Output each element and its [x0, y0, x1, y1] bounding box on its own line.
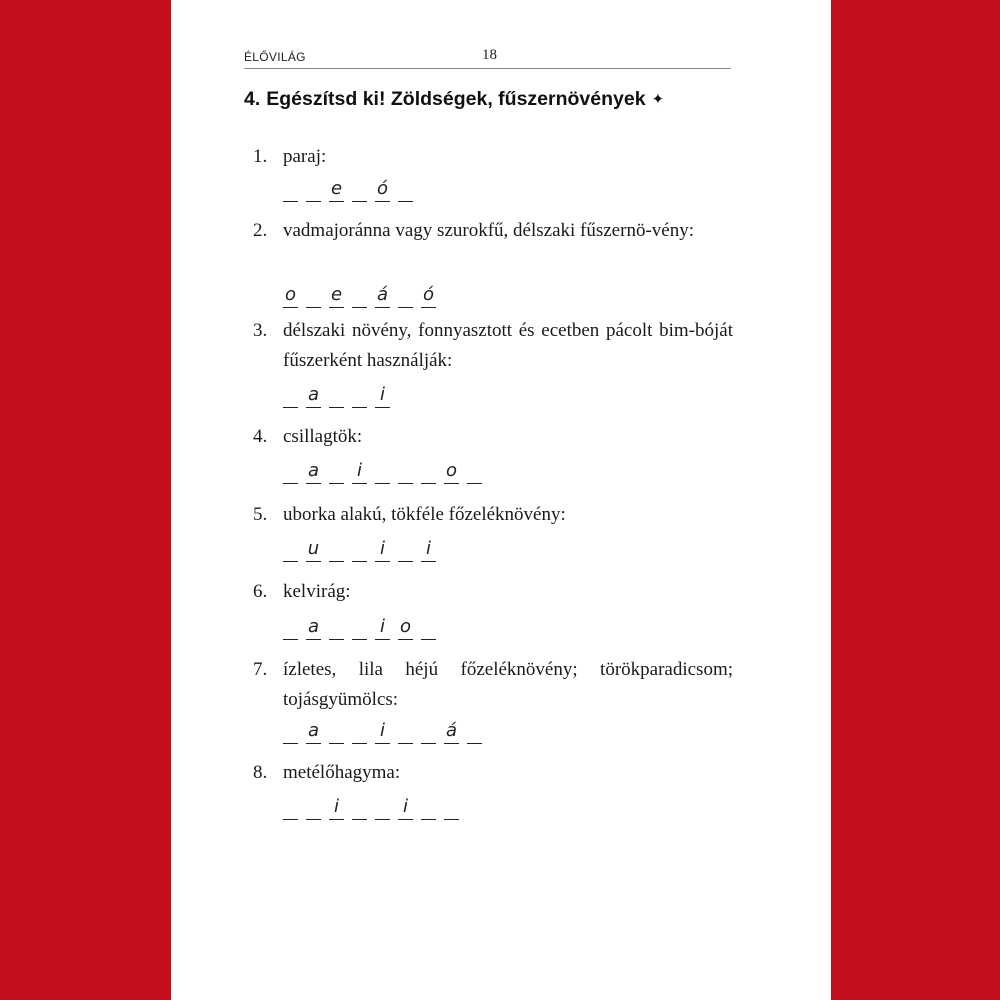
given-letter: a	[306, 721, 321, 744]
blank-slot	[467, 721, 482, 744]
blank-slot	[283, 617, 298, 640]
item-number: 8.	[253, 762, 268, 783]
answer-slots	[283, 178, 421, 202]
answer-slots	[283, 460, 490, 484]
given-letter: o	[283, 285, 298, 308]
answer-slots	[283, 284, 444, 308]
blank-slot	[398, 179, 413, 202]
blank-slot	[329, 385, 344, 408]
item-number: 6.	[253, 581, 268, 602]
item-clue: uborka alakú, tökféle főzeléknövény:	[283, 504, 566, 525]
blank-slot	[352, 617, 367, 640]
blank-slot	[398, 285, 413, 308]
given-letter: i	[375, 385, 390, 408]
given-letter: o	[444, 461, 459, 484]
answer-slots	[283, 616, 444, 640]
blank-slot	[398, 461, 413, 484]
blank-slot	[329, 461, 344, 484]
blank-slot	[421, 721, 436, 744]
item-clue: délszaki növény, fonnyasztott és ecetben pácolt bim-bóját fűszerként használják:	[283, 320, 733, 371]
given-letter: i	[375, 539, 390, 562]
blank-slot	[329, 617, 344, 640]
answer-slots	[283, 384, 398, 408]
blank-slot	[352, 797, 367, 820]
blank-slot	[375, 461, 390, 484]
section-title: ÉLŐVILÁG	[244, 50, 306, 64]
given-letter: á	[444, 721, 459, 744]
blank-slot	[352, 721, 367, 744]
blank-slot	[421, 617, 436, 640]
given-letter: á	[375, 285, 390, 308]
blank-slot	[283, 721, 298, 744]
given-letter: a	[306, 617, 321, 640]
item-number: 1.	[253, 146, 268, 167]
item-clue: paraj:	[283, 146, 327, 167]
given-letter: a	[306, 461, 321, 484]
given-letter: i	[375, 617, 390, 640]
given-letter: i	[329, 797, 344, 820]
blank-slot	[421, 797, 436, 820]
exercise-heading: Egészítsd ki! Zöldségek, fűszernövények	[266, 88, 646, 110]
given-letter: i	[375, 721, 390, 744]
item-clue: metélőhagyma:	[283, 762, 401, 783]
given-letter: ó	[375, 179, 390, 202]
given-letter: o	[398, 617, 413, 640]
star-icon: ✦	[651, 91, 665, 108]
blank-slot	[375, 797, 390, 820]
blank-slot	[283, 385, 298, 408]
blank-slot	[329, 539, 344, 562]
blank-slot	[352, 539, 367, 562]
page-number: 18	[482, 47, 497, 63]
blank-slot	[283, 539, 298, 562]
blank-slot	[283, 179, 298, 202]
given-letter: i	[352, 461, 367, 484]
item-clue: ízletes, lila héjú főzeléknövény; törökparadicsom; tojásgyümölcs:	[283, 659, 733, 710]
blank-slot	[444, 797, 459, 820]
blank-slot	[329, 721, 344, 744]
exercise-title	[244, 88, 664, 111]
blank-slot	[398, 721, 413, 744]
given-letter: ó	[421, 285, 436, 308]
item-clue: csillagtök:	[283, 426, 363, 447]
blank-slot	[283, 797, 298, 820]
item-number: 4.	[253, 426, 268, 447]
item-number: 3.	[253, 320, 268, 341]
blank-slot	[306, 179, 321, 202]
given-letter: a	[306, 385, 321, 408]
given-letter: e	[329, 179, 344, 202]
item-clue: kelvirág:	[283, 581, 351, 602]
blank-slot	[306, 285, 321, 308]
answer-slots	[283, 538, 444, 562]
item-clue: vadmajoránna vagy szurokfű, délszaki fűszernö-vény:	[283, 220, 694, 241]
blank-slot	[306, 797, 321, 820]
blank-slot	[283, 461, 298, 484]
item-number: 7.	[253, 659, 268, 680]
given-letter: e	[329, 285, 344, 308]
given-letter: i	[398, 797, 413, 820]
given-letter: i	[421, 539, 436, 562]
blank-slot	[398, 539, 413, 562]
item-number: 5.	[253, 504, 268, 525]
running-head	[244, 46, 731, 69]
blank-slot	[467, 461, 482, 484]
blank-slot	[352, 179, 367, 202]
given-letter: u	[306, 539, 321, 562]
answer-slots	[283, 720, 490, 744]
blank-slot	[421, 461, 436, 484]
item-number: 2.	[253, 220, 268, 241]
blank-slot	[352, 385, 367, 408]
answer-slots	[283, 796, 467, 820]
blank-slot	[352, 285, 367, 308]
exercise-number: 4.	[244, 88, 261, 110]
